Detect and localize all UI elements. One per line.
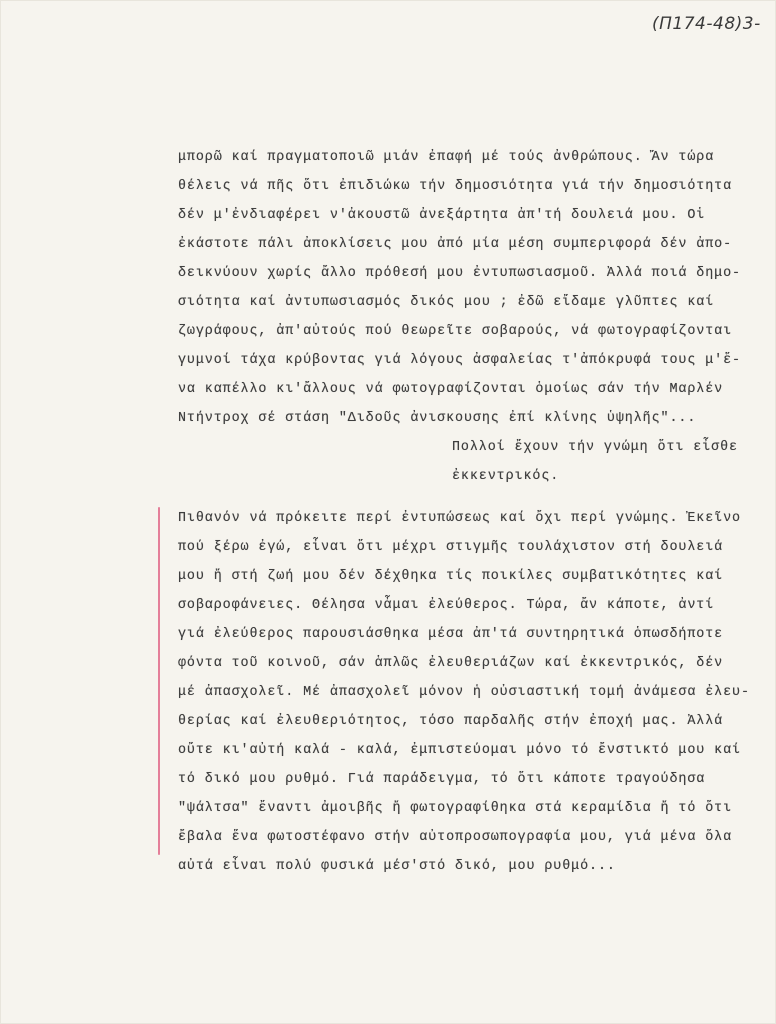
text-line: γυμνοί τάχα κρύβοντας γιά λόγους ἀσφαλείας τ'ἀπόκρυφά τους μ'ἕ- [178,353,741,368]
question-line: ἐκκεντρικός. [452,469,560,484]
text-line: "ψάλτσα" ἔναντι ἀμοιβῆς ἤ φωτογραφίθηκα στά κεραμίδια ἤ τό ὅτι [178,801,733,816]
text-line: θερίας καί ἐλευθεριότητος, τόσο παρδαλῆς στήν ἐποχή μας. Ἀλλά [178,714,724,729]
text-line: ζωγράφους, ἀπ'αὐτούς πού θεωρεῖτε σοβαρούς, νά φωτογραφίζονται [178,324,733,339]
text-line: πού ξέρω ἐγώ, εἶναι ὅτι μέχρι στιγμῆς τουλάχιστον στή δουλειά [178,540,724,555]
margin-mark [158,507,160,855]
text-line: οὔτε κι'αὐτή καλά - καλά, ἐμπιστεύομαι μόνο τό ἔνστικτό μου καί [178,743,741,758]
text-line: δεικνύουν χωρίς ἄλλο πρόθεσή μου ἐντυπωσιασμοῦ. Ἀλλά ποιά δημο- [178,266,741,281]
question-line: Πολλοί ἔχουν τήν γνώμη ὅτι εἶσθε [452,440,738,455]
text-line: μου ἤ στή ζωή μου δέν δέχθηκα τίς ποικίλες συμβατικότητες καί [178,569,724,584]
text-line: μέ ἀπασχολεῖ. Μέ ἀπασχολεῖ μόνον ἡ οὐσιαστική τομή ἀνάμεσα ἐλευ- [178,685,750,700]
text-line: να καπέλλο κι'ἄλλους νά φωτογραφίζονται ὁμοίως σάν τήν Μαρλέν [178,382,724,397]
text-line: σιότητα καί ἀντυπωσιασμός δικός μου ; ἐδῶ εἴδαμε γλῦπτες καί [178,295,715,310]
text-line: σοβαροφάνειες. Θέλησα νἆμαι ἐλεύθερος. Τώρα, ἄν κάποτε, ἀντί [178,598,715,613]
text-line: φόντα τοῦ κοινοῦ, σάν ἁπλῶς ἐλευθεριάζων καί ἐκκεντρικός, δέν [178,656,724,671]
text-line: ἐκάστοτε πάλι ἀποκλίσεις μου ἀπό μία μέση συμπεριφορά δέν ἀπο- [178,237,733,252]
text-line: ἔβαλα ἕνα φωτοστέφανο στήν αὐτοπροσωπογραφία μου, γιά μένα ὅλα [178,830,733,845]
text-line: αὐτά εἶναι πολύ φυσικά μέσ'στό δικό, μου ρυθμό... [178,859,616,874]
text-line: Ντήντροχ σέ στάση "Διδοῦς ἀνισκουσης ἐπί κλίνης ὑψηλῆς"... [178,411,697,426]
text-line: γιά ἐλεύθερος παρουσιάσθηκα μέσα ἀπ'τά συντηρητικά ὁπωσδήποτε [178,627,724,642]
text-line: δέν μ'ἐνδιαφέρει ν'ἀκουστῶ ἀνεξάρτητα ἀπ'τή δουλειά μου. Οἱ [178,208,706,223]
text-line: τό δικό μου ρυθμό. Γιά παράδειγμα, τό ὅτι κάποτε τραγούδησα [178,772,706,787]
handwritten-page-reference: (Π174-48)3- [652,14,761,34]
text-line: μπορῶ καί πραγματοποιῶ μιάν ἐπαφή μέ τούς ἀνθρώπους. Ἄν τώρα [178,150,715,165]
text-line: Πιθανόν νά πρόκειτε περί ἐντυπώσεως καί ὄχι περί γνώμης. Ἐκεῖνο [178,511,741,526]
text-line: θέλεις νά πῆς ὅτι ἐπιδιώκω τήν δημοσιότητα γιά τήν δημοσιότητα [178,179,733,194]
